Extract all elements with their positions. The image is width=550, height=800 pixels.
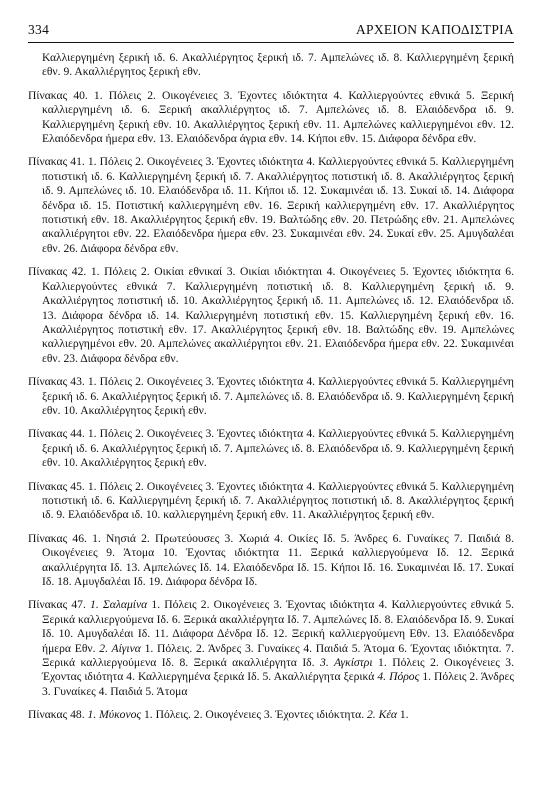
table-lead: Πίνακας 40.: [28, 88, 88, 102]
paragraph-text: 1. Πόλεις 2. Οικογένειες 3. Έχοντες ιδιόκτητα 4. Καλλιεργούντες εθνικά 5. Ξερική καλλιεργημένη ιδ. 6. Ξερική ακαλλιέργητος ιδ. 7. Αμπελώνες ιδ. 8. Ελαιόδενδρα ιδ. 9. Καλλιεργημένη ξερική εθν. 10. Ακαλλιέργητος ξερική εθν. 11. Αμπελώνες καλλιεργημένοι εθν. 12. Ελαιόδενδρα ήμερα εθν. 13. Ελαιόδενδρα άγρια εθν. 14. Κήποι εθν. 15. Διάφορα δένδρα εθν.: [42, 88, 514, 146]
table-lead: Πίνακας 43.: [28, 375, 85, 389]
table-lead: Πίνακας 41.: [28, 155, 85, 169]
paragraph: [28, 480, 514, 523]
paragraph: [28, 375, 514, 418]
table-lead: Πίνακας 47.: [28, 598, 86, 612]
running-title: ΑΡΧΕΙΟΝ ΚΑΠΟΔΙΣΤΡΙΑ: [355, 22, 514, 37]
paragraph-text: 1. Πόλεις. 2. Οικογένειες 3. Έχοντες ιδιόκτητα.: [141, 708, 367, 722]
paragraph: [28, 155, 514, 256]
paragraph-text: 1. Νησιά 2. Πρωτεύουσες 3. Χωριά 4. Οικίες Ιδ. 5. Άνδρες 6. Γυναίκες 7. Παιδιά 8. Οικογένειες 9. Άτομα 10. Έχοντας ιδιόκτητα 11. Ξερικά καλλιεργούμενα Ιδ. 12. Ξερικά ακαλλιέργητα Ιδ. 13. Αμπελώνες Ιδ. 14. Ελαιόδενδρα Ιδ. 15. Κήποι Ιδ. 16. Συκαμινέαι Ιδ. 17. Συκαί Ιδ. 18. Αμυγδαλέαι Ιδ. 19. Διάφορα δένδρα Ιδ.: [42, 531, 514, 588]
table-lead: Πίνακας 42.: [28, 265, 87, 279]
paragraph: [28, 51, 514, 80]
place-name: 2. Αίγινα: [99, 641, 141, 655]
paragraph: [28, 598, 514, 699]
place-name: 1. Σαλαμίνα: [90, 598, 148, 612]
paragraph: [28, 708, 514, 722]
table-lead: Πίνακας 44.: [28, 427, 85, 441]
paragraph: [28, 532, 514, 590]
document-body: [28, 51, 514, 723]
page-number: 334: [28, 22, 50, 37]
page-header: [28, 22, 514, 38]
paragraph-text: 1. Πόλεις 2. Οικογένειες 3. Έχοντας ιδιόκτητα 4. Καλλιεργούντες εθνικά 5. Ξερικά καλλιεργούμενα Ιδ. 6. Ξερικά ακαλλιέργητα Ιδ. 7. Αμπελώνες Ιδ. 8. Ελαιόδενδρα Ιδ. 9. Συκαί Ιδ. 10. Αμυγδαλέαι Ιδ. 11. Διάφορα Δένδρα Ιδ. 12. Ξερική καλλιεργούμενη Εθν. 13. Ελαιόδενδρα ήμερα Εθν.: [42, 598, 515, 655]
table-lead: Πίνακας 45.: [28, 479, 85, 493]
place-name: 3. Αγκίστρι: [320, 656, 373, 670]
place-name: 1. Μύκονος: [87, 708, 142, 722]
paragraph-text: 1. Πόλεις 2. Οικογένειες 3. Έχοντες ιδιόκτητα 4. Καλλιεργούντες εθνικά 5. Καλλιεργημένη ποτιστική ιδ. 6. Καλλιεργημένη ξερική ιδ. 7. Ακαλλιέργητος ποτιστική ιδ. 8. Ακαλλιέργητος ξερική ιδ. 9. Ελαιόδενδρα ιδ. 10. καλλιεργημένη ξερική εθν. 11. Ακαλλιέργητος ξερική εθν.: [42, 479, 514, 522]
paragraph-text: 1. Πόλεις 2. Οικογένειες 3. Έχοντες ιδιόκτητα 4. Καλλιεργούντες εθνικά 5. Καλλιεργημένη ξερική ιδ. 6. Ακαλλιέργητος ξερική ιδ. 7. Αμπελώνες ιδ. 8. Ελαιόδενδρα ιδ. 9. Καλλιεργημένη ξερική εθν. 10. Ακαλλιέργητος ξερική εθν.: [42, 375, 514, 417]
paragraph-text: 1. Πόλεις 2. Οικογένειες 3. Έχοντες ιδιόκτητα 4. Καλλιεργούντες εθνικά 5. Καλλιεργημένη ποτιστική ιδ. 6. Καλλιεργημένη ξερική ιδ. 7. Ακαλλιέργητος ποτιστική ιδ. 8. Ακαλλιέργητος ξερική ιδ. 9. Αμπελώνες ιδ. 10. Ελαιόδενδρα ιδ. 11. Κήποι ιδ. 12. Συκαμινέαι ιδ. 13. Συκαί ιδ. 14. Διάφορα δένδρα ιδ. 15. Ποτιστική καλλιεργημένη εθν. 16. Ξερική καλλιεργημένη εθν. 17. Ακαλλιέργητος ποτιστική εθν. 18. Ακαλλιέργητος ξερική εθν. 19. Βαλτώδης εθν. 20. Πετρώδης εθν. 21. Αμπελώνες ακαλλιέργητοι εθν. 22. Ελαιόδενδρα ήμερα εθν. 23. Συκαμινέαι εθν. 24. Συκαί εθν. 25. Αμυγδαλέαι εθν. 26. Διάφορα δένδρα εθν.: [42, 155, 514, 255]
paragraph: [28, 89, 514, 147]
paragraph-text: 1. Πόλεις 2. Οικίαι εθνικαί 3. Οικίαι ιδιόκτηται 4. Οικογένειες 5. Έχοντες ιδιόκτητα 6. Καλλιεργούντες εθνικά 7. Καλλιεργημένη ποτιστική ιδ. 8. Καλλιεργημένη ξερική ιδ. 9. Ακαλλιέργητος ποτιστική ιδ. 10. Ακαλλιέργητος ξερική ιδ. 11. Αμπελώνες ιδ. 12. Ελαιόδενδρα ιδ. 13. Διάφορα δένδρα ιδ. 14. Καλλιεργημένη ποτιστική εθν. 15. Καλλιεργημένη ξερική εθν. 16. Ακαλλιέργητος ποτιστική εθν. 17. Ακαλλιέργητος ξερική εθν. 18. Βαλτώδης εθν. 19. Αμπελώνες καλλιεργημένοι εθν. 20. Αμπελώνες ακαλλιέργητοι εθν. 21. Ελαιόδενδρα ήμερα εθν. 22. Συκαμινέαι εθν. 23. Διάφορα δένδρα εθν.: [42, 265, 514, 365]
place-name: 2. Κέα: [367, 708, 397, 722]
paragraph-text: 1. Πόλεις 2. Άνδρες 3. Γυναίκες 4. Παιδιά 5. Άτομα: [42, 670, 514, 698]
paragraph-text: Καλλιεργημένη ξερική ιδ. 6. Ακαλλιέργητος ξερική ιδ. 7. Αμπελώνες ιδ. 8. Καλλιεργημένη ξερική εθν. 9. Ακαλλιέργητος ξερική εθν.: [42, 51, 514, 79]
place-name: 4. Πόρος: [377, 670, 420, 684]
paragraph-text: 1.: [396, 708, 409, 722]
paragraph-text: 1. Πόλεις. 2. Άνδρες 3. Γυναίκες 4. Παιδιά 5. Άτομα 6. Έχοντας ιδιόκτητα. 7. Ξερικά καλλιεργούμενα Ιδ. 8. Ξερικά ακαλλιέργητα Ιδ.: [42, 641, 514, 670]
paragraph: [28, 427, 514, 470]
header-rule: [28, 42, 514, 43]
table-lead: Πίνακας 46.: [28, 531, 87, 545]
paragraph-text: 1. Πόλεις 2. Οικογένειες 3. Έχοντας ιδιότητα 4. Καλλιεργημένα ξερικά Ιδ. 5. Ακαλλιέργητα ξερικά: [42, 656, 514, 684]
paragraph: [28, 265, 514, 366]
paragraph-text: 1. Πόλεις 2. Οικογένειες 3. Έχοντες ιδιόκτητα 4. Καλλιεργούντες εθνικά 5. Καλλιεργημένη ξερική ιδ. 6. Ακαλλιέργητος ξερική ιδ. 7. Αμπελώνες ιδ. 8. Ελαιόδενδρα ιδ. 9. Καλλιεργημένη ξερική εθν. 10. Ακαλλιέργητος ξερική εθν.: [42, 427, 514, 470]
table-lead: Πίνακας 48.: [28, 708, 85, 722]
